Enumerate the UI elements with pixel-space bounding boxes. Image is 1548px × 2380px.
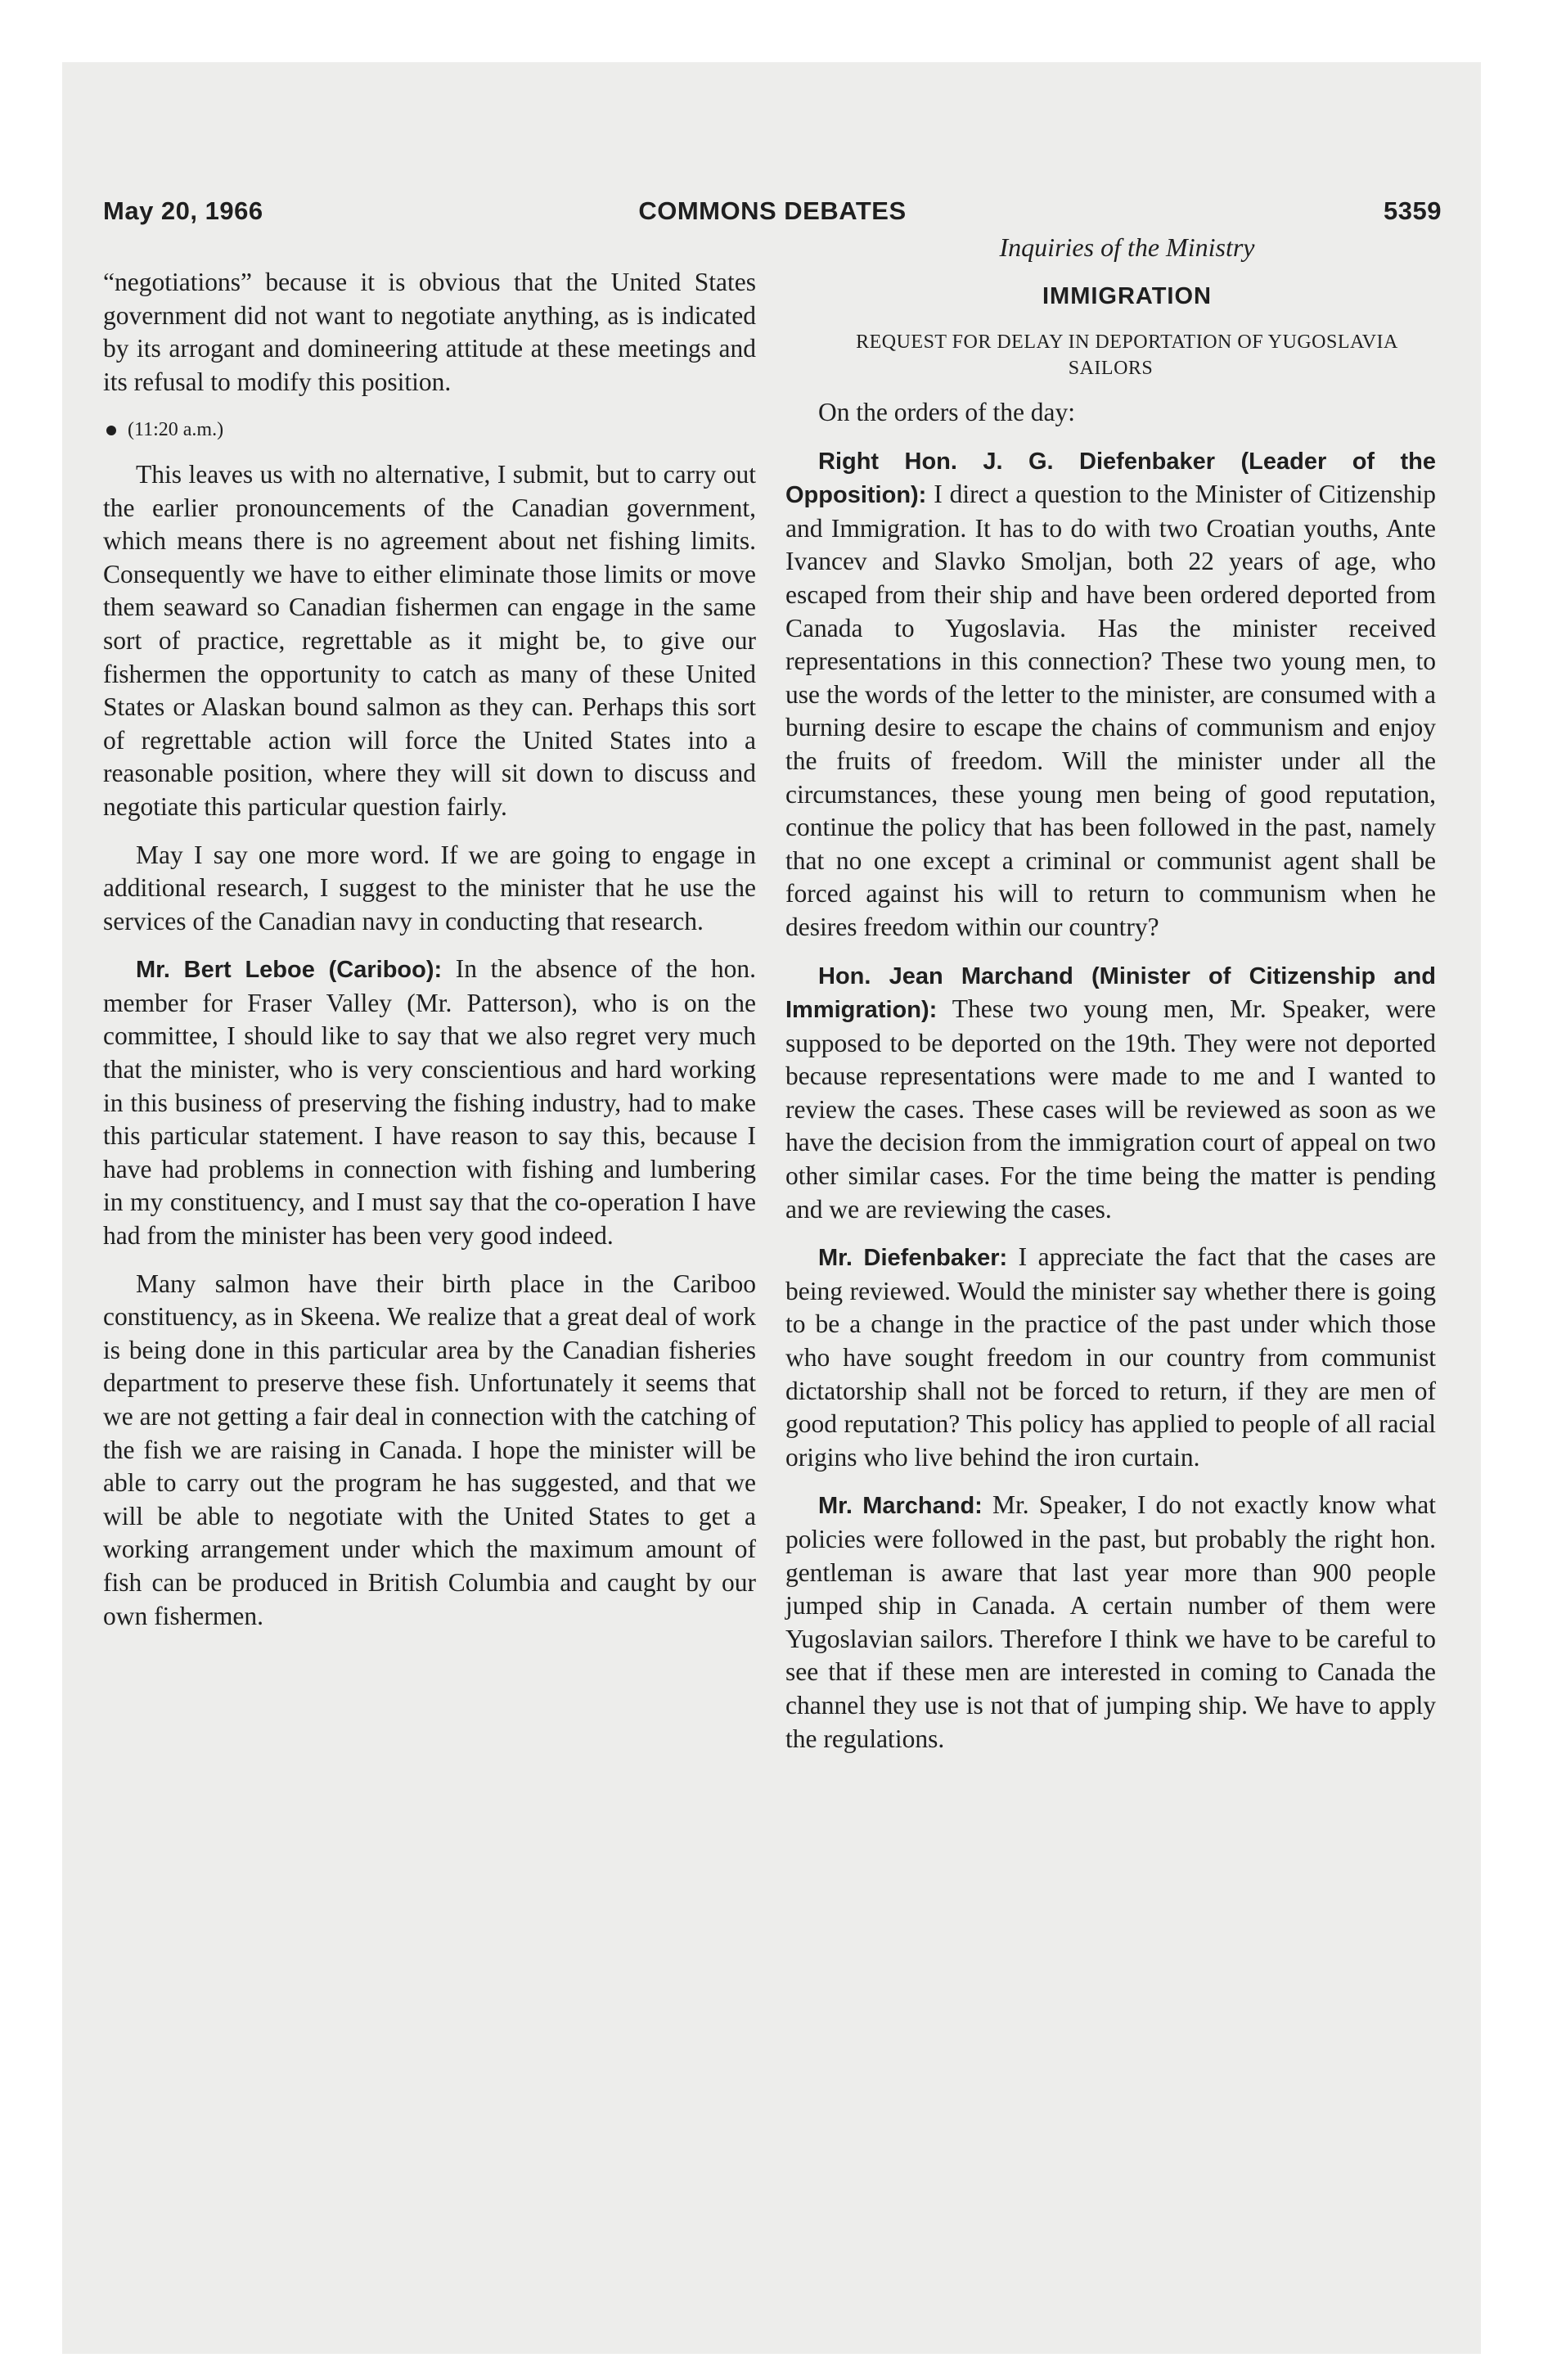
time-stamp xyxy=(103,413,756,447)
speaker-name: Mr. Diefenbaker: xyxy=(818,1245,1008,1272)
speech-text: I appreciate the fact that the cases are being reviewed. Would the minister say whether there is going to be a change in the practice of the past under which those who have sought freedom in our country from communist dictatorship shall not be forced to return, if they are men of good reputation? This policy has applied to people of all racial origins who live behind the iron curtain. xyxy=(785,1242,1436,1472)
speech-text: In the absence of the hon. member for Fraser Valley (Mr. Patterson), who is on the committee, I should like to say that we also regret very much that the minister, who is very conscientious and hard working in this business of preserving the fishing industry, had to make this particular statement. I have reason to say this, because I have had problems in connection with fishing and lumbering in my constituency, and I must say that the co-operation I have had from the minister has been very good indeed. xyxy=(103,954,756,1251)
speech-text: Mr. Speaker, I do not exactly know what policies were followed in the past, but probably the right hon. gentleman is aware that last year more than 900 people jumped ship in Canada. A certain number of them were Yugoslavian sailors. Therefore I think we have to be careful to see that if these men are interested in coming to Canada the channel they use is not that of jumping ship. We have to apply the regulations. xyxy=(785,1490,1437,1753)
section-italic-heading: Inquiries of the Ministry xyxy=(999,232,1255,262)
speaker-name: Mr. Bert Leboe (Cariboo): xyxy=(136,957,443,984)
speech-text: These two young men, Mr. Speaker, were supposed to be deported on the 19th. They were not deported because representations were made to me and I wanted to review the cases. These cases will be reviewed as soon as we have the decision from the immigration court of appeal on two other similar cases. For the time being the matter is pending and we are reviewing the cases. xyxy=(785,994,1436,1224)
speech-paragraph xyxy=(785,959,1436,1227)
speech-text: I direct a question to the Minister of Citizenship and Immigration. It has to do with two Croatian youths, Ante Ivancev and Slavko Smoljan, both 22 years of age, who escaped from their ship and have been ordered deported from Canada to Yugoslavia. Has the minister received representations in this connection? These two young men, to use the words of the letter to the minister, are consumed with a burning desire to escape the chains of communism and enjoy the fruits of freedom. Will the minister under all the circumstances, these young men being of good reputation, continue the policy that has been followed in the past, namely that no one except a criminal or communist agent shall be forced against his will to return to communism when he desires freedom within our country? xyxy=(785,480,1436,941)
orders-line: On the orders of the day: xyxy=(818,398,1076,426)
paragraph: This leaves us with no alternative, I submit, but to carry out the earlier pronouncements of the Canadian government, which means there is no agreement about net fishing limits. Consequently we have to either eliminate those limits or move them seaward so Canadian fishermen can engage in the same sort of practice, regrettable as it might be, to give our fishermen the opportunity to catch as many of these United States or Alaskan bound salmon as they can. Perhaps this sort of regrettable action will force the United States into a reasonable position, where they will sit down to discuss and negotiate this particular question fairly. xyxy=(103,459,756,821)
time-stamp-text: (11:20 a.m.) xyxy=(128,419,224,441)
speech-paragraph xyxy=(103,953,756,1252)
paragraph: Many salmon have their birth place in the Cariboo constituency, as in Skeena. We realize that a great deal of work is being done in this particular area by the Canadian fisheries department to preserve these fish. Unfortunately it seems that we are not getting a fair deal in connection with the catching of the fish we are raising in Canada. I hope the minister will be able to carry out the program he has suggested, and that we will be able to negotiate with the United States to get a working arrangement under which the maximum amount of fish can be produced in British Columbia and caught by our own fishermen. xyxy=(103,1269,756,1630)
speech-paragraph xyxy=(785,444,1436,944)
speech-paragraph xyxy=(785,1241,1436,1474)
speaker-name: Hon. Jean Marchand (Minister of Citizenship and Immigration): xyxy=(785,962,1436,1024)
bullet-icon xyxy=(106,426,116,435)
paragraph: “negotiations” because it is obvious that the United States government did not want to negotiate anything, as is indicated by its arrogant and domineering attitude at these meetings and its refusal to modify this position. xyxy=(103,268,756,396)
left-column xyxy=(103,266,756,1648)
speaker-name: Mr. Marchand: xyxy=(818,1493,983,1520)
header-date: May 20, 1966 xyxy=(103,196,263,225)
right-column xyxy=(785,231,1436,1770)
speaker-name: Right Hon. J. G. Diefenbaker (Leader of the Opposition): xyxy=(785,448,1436,509)
header-page-number: 5359 xyxy=(1384,196,1442,225)
paragraph: May I say one more word. If we are going to engage in additional research, I suggest to the minister that he use the services of the Canadian navy in conducting that research. xyxy=(103,840,756,935)
speech-paragraph xyxy=(785,1489,1436,1756)
section-heading: IMMIGRATION xyxy=(1042,283,1212,309)
section-subheading: REQUEST FOR DELAY IN DEPORTATION OF YUGOSLAVIA SAILORS xyxy=(856,331,1398,379)
header-title: COMMONS DEBATES xyxy=(638,196,907,225)
